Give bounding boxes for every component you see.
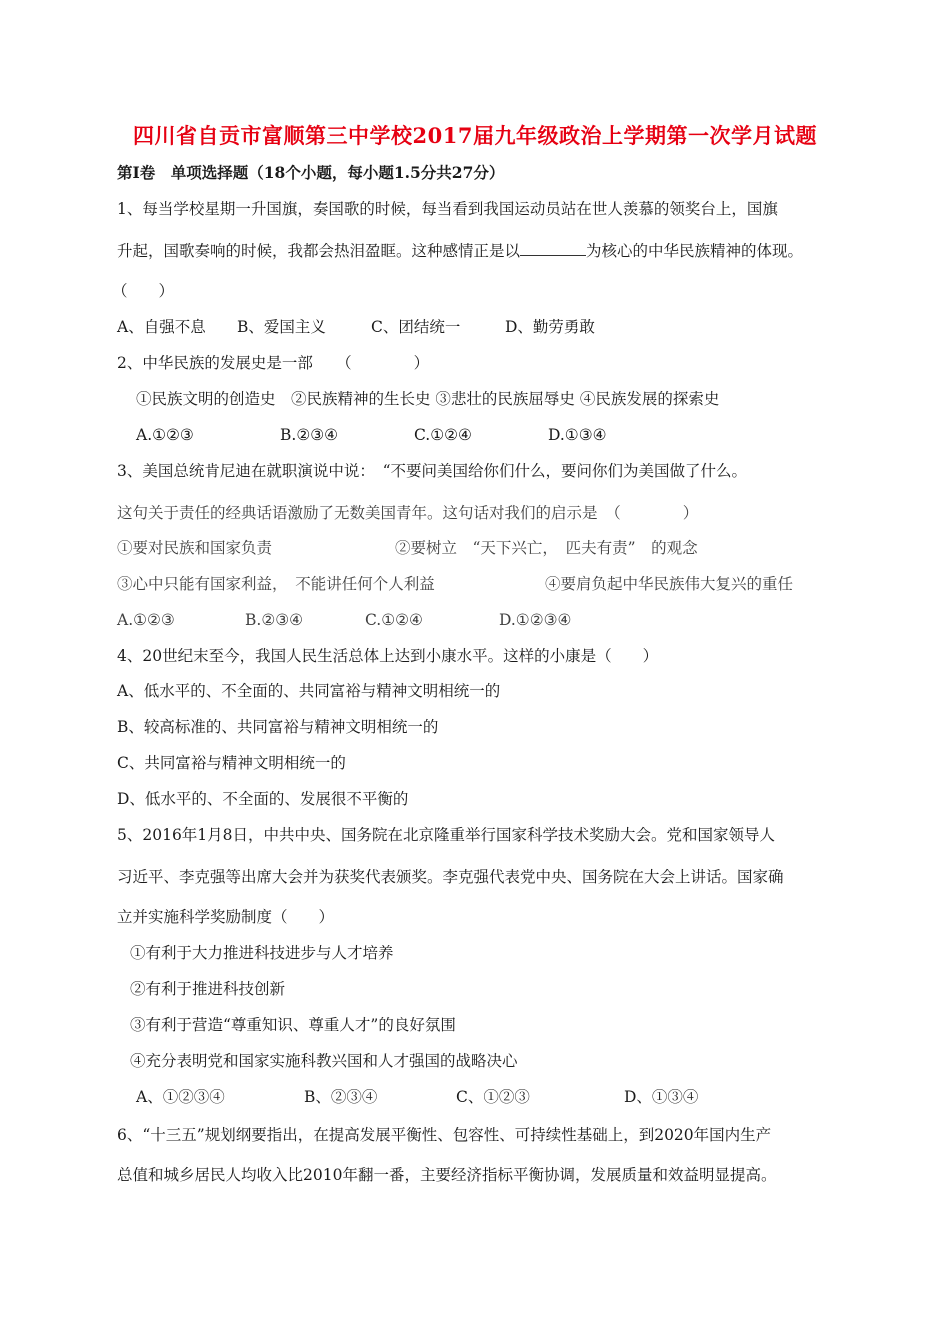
q3-option-d: D.①②③④ (499, 611, 572, 629)
q3-stem-line2: 这句关于责任的经典话语激励了无数美国青年。这句话对我们的启示是 （ ） (117, 504, 699, 522)
q5-item-1: ①有利于大力推进科技进步与人才培养 (130, 944, 394, 962)
q3-option-a: A.①②③ (117, 611, 175, 629)
q5-option-a: A、①②③④ (136, 1088, 225, 1106)
q1-stem-line2 (117, 240, 803, 262)
q4-option-a: A、低水平的、不全面的、共同富裕与精神文明相统一的 (117, 682, 501, 700)
q4-option-b: B、较高标准的、共同富裕与精神文明相统一的 (117, 718, 439, 736)
q5-item-2: ②有利于推进科技创新 (130, 980, 286, 998)
q6-stem-line1: 6、“十三五”规划纲要指出，在提高发展平衡性、包容性、可持续性基础上，到2020年国内生产 (117, 1126, 772, 1144)
q3-item-2: ②要树立 “天下兴亡， 匹夫有责” 的观念 (395, 539, 698, 557)
q1-stem-text-b: 为核心的中华民族精神的体现。 (586, 242, 804, 260)
q5-option-b: B、②③④ (304, 1088, 378, 1106)
q3-item-4: ④要肩负起中华民族伟大复兴的重任 (545, 575, 794, 593)
q4-option-c: C、共同富裕与精神文明相统一的 (117, 754, 346, 772)
q5-stem-line2: 习近平、李克强等出席大会并为获奖代表颁奖。李克强代表党中央、国务院在大会上讲话。国家确 (117, 868, 784, 886)
q1-stem-text-a: 升起，国歌奏响的时候，我都会热泪盈眶。这种感情正是以 (117, 242, 521, 260)
q5-item-4: ④充分表明党和国家实施科教兴国和人才强国的战略决心 (130, 1052, 518, 1070)
q1-option-d: D、勤劳勇敢 (505, 318, 595, 336)
q3-item-3: ③心中只能有国家利益， 不能讲任何个人利益 (117, 575, 435, 593)
q4-stem: 4、20世纪末至今，我国人民生活总体上达到小康水平。这样的小康是（ ） (117, 647, 659, 665)
q2-option-d: D.①③④ (548, 426, 607, 444)
exam-title: 四川省自贡市富顺第三中学校2017届九年级政治上学期第一次学月试题 (133, 123, 817, 148)
section-heading: 第Ⅰ卷 单项选择题（18个小题，每小题1.5分共27分） (117, 163, 505, 182)
q1-stem-line1: 1、每当学校星期一升国旗，奏国歌的时候，每当看到我国运动员站在世人羡慕的领奖台上，国旗 (117, 200, 778, 218)
q2-items: ①民族文明的创造史 ②民族精神的生长史 ③悲壮的民族屈辱史 ④民族发展的探索史 (136, 390, 720, 408)
q5-stem-line3: 立并实施科学奖励制度（ ） (117, 908, 335, 926)
q4-option-d: D、低水平的、不全面的、发展很不平衡的 (117, 790, 409, 808)
q6-stem-line2: 总值和城乡居民人均收入比2010年翻一番，主要经济指标平衡协调，发展质量和效益明显提高。 (117, 1166, 777, 1184)
q2-option-c: C.①②④ (414, 426, 472, 444)
q1-option-b: B、爱国主义 (237, 318, 326, 336)
q5-option-c: C、①②③ (456, 1088, 530, 1106)
q2-option-a: A.①②③ (136, 426, 194, 444)
q5-item-3: ③有利于营造“尊重知识、尊重人才”的良好氛围 (130, 1016, 456, 1034)
q1-option-c: C、团结统一 (371, 318, 461, 336)
q2-stem: 2、中华民族的发展史是一部 （ ） (117, 354, 430, 372)
q3-stem-line1: 3、美国总统肯尼迪在就职演说中说： “不要问美国给你们什么，要问你们为美国做了什么。 (117, 462, 748, 480)
q5-option-d: D、①③④ (624, 1088, 699, 1106)
q3-option-b: B.②③④ (245, 611, 304, 629)
q5-stem-line1: 5、2016年1月8日，中共中央、国务院在北京隆重举行国家科学技术奖励大会。党和国家领导人 (117, 826, 776, 844)
q1-answer-blank (520, 241, 586, 256)
q1-option-a: A、自强不息 (117, 318, 206, 336)
q3-item-1: ①要对民族和国家负责 (117, 539, 273, 557)
q3-option-c: C.①②④ (365, 611, 423, 629)
q1-answer-paren: （ ） (112, 282, 175, 300)
q2-option-b: B.②③④ (280, 426, 339, 444)
